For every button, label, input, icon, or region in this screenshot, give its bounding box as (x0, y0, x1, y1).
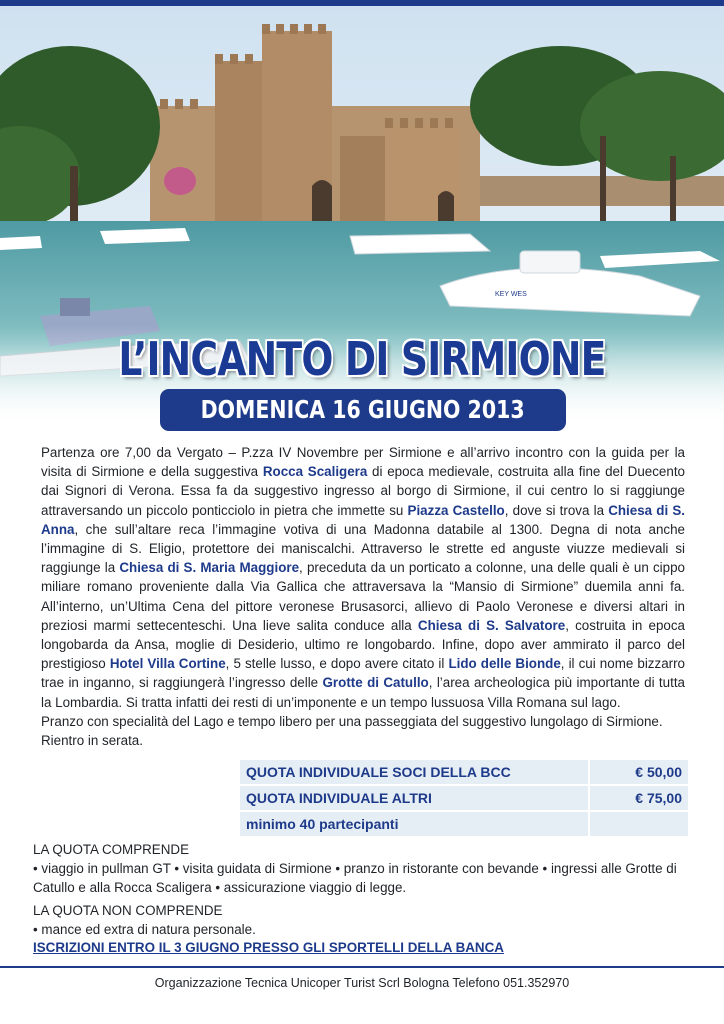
highlight-lido-delle-bionde: Lido delle Bionde (448, 656, 561, 672)
text-segment: , dove si trova la (504, 502, 609, 518)
highlight-grotte-di-catullo: Grotte di Catullo (322, 675, 429, 691)
event-title: L’INCANTO DI SIRMIONE (118, 332, 606, 386)
excludes-heading: LA QUOTA NON COMPRENDE (33, 903, 223, 918)
quota-notes (33, 840, 693, 939)
highlight-chiesa-s-maria-maggiore: Chiesa di S. Maria Maggiore (119, 560, 300, 576)
includes-heading: LA QUOTA COMPRENDE (33, 842, 190, 857)
minimum-participants: minimo 40 partecipanti (240, 811, 589, 837)
organizer-footer: Organizzazione Tecnica Unicoper Turist Scrl Bologna Telefono 051.352970 (154, 976, 570, 990)
text-segment: , il cui nome bizzarro trae in inganno, si raggiungerà l’ingresso delle (41, 656, 686, 691)
highlight-chiesa-s-salvatore: Chiesa di S. Salvatore (417, 617, 566, 633)
event-date: DOMENICA 16 GIUGNO 2013 (200, 395, 526, 424)
price-value-altri: € 75,00 (589, 785, 688, 811)
text-segment: , l’area archeologica più importante di tutta la Lombardia. Si tratta infatti dei resti di un’imponente e un tempo lussuosa Villa Romana sul lago. (41, 675, 685, 710)
event-date-badge (160, 389, 566, 431)
highlight-chiesa-s-anna: Chiesa di S. Anna (41, 502, 686, 537)
itinerary-description (41, 443, 685, 750)
price-label-altri: QUOTA INDIVIDUALE ALTRI (240, 785, 589, 811)
registration-deadline: ISCRIZIONI ENTRO IL 3 GIUGNO PRESSO GLI SPORTELLI DELLA BANCA (33, 940, 504, 955)
price-empty-cell (589, 811, 688, 837)
price-table (240, 760, 688, 838)
text-segment: , 5 stelle lusso, e dopo avere citato il (225, 656, 449, 672)
price-label-soci: QUOTA INDIVIDUALE SOCI DELLA BCC (240, 760, 589, 785)
price-row-soci (240, 760, 688, 785)
return-paragraph: Rientro in serata. (41, 733, 143, 749)
highlight-rocca-scaligera: Rocca Scaligera (262, 464, 368, 480)
includes-list: • viaggio in pullman GT • visita guidata di Sirmione • pranzo in ristorante con bevande • ingressi alle Grotte di Catullo e alla Rocca Scaligera • assicurazione viaggio di legge. (33, 861, 677, 895)
price-row-altri (240, 785, 688, 811)
price-row-minimum (240, 811, 688, 837)
footer-rule (0, 966, 724, 968)
itinerary-paragraph (41, 443, 685, 712)
highlight-hotel-villa-cortine: Hotel Villa Cortine (109, 656, 226, 672)
text-segment: di epoca medievale, costruita alla fine del Duecento dai Signori di Verona. Essa fa da suggestivo ingresso al borgo di Sirmione, il cui centro lo si raggiunge attraversando un piccolo ponticciolo in pietra che immette su (41, 464, 685, 518)
highlight-piazza-castello: Piazza Castello (407, 502, 505, 518)
boat-hull-label: KEY WES (495, 291, 527, 298)
text-segment: Partenza ore 7,00 da Vergato – P.zza IV Novembre per Sirmione e all’arrivo incontro con la guida per la visita di Sirmione e della suggestiva (41, 445, 685, 480)
price-value-soci: € 50,00 (589, 760, 688, 785)
text-segment: , che sull’altare reca l’immagine votiva di una Madonna databile al 1300. Degna di nota anche l’immagine di S. Eligio, protettore dei maniscalchi. Attraverso le strette ed anguste viuzze medievali si raggiunge la (41, 521, 685, 576)
excludes-list: • mance ed extra di natura personale. (33, 922, 256, 937)
lunch-paragraph: Pranzo con specialità del Lago e tempo libero per una passeggiata del suggestivo lungolago di Sirmione. (41, 713, 663, 729)
text-segment: , costruita in epoca longobarda da Ansa, moglie di Desiderio, ultimo re longobardo. Infine, dopo aver ammirato il parco del prestigioso (41, 617, 685, 672)
text-segment: , preceduta da un porticato a colonne, una delle quali è un cippo miliare romano proveniente dalla Via Gallica che attraversava la “Mansio di Sirmione” duemila anni fa. All’interno, un’Ultima Cena del pittore veronese Brusasorci, allievo di Paolo Veronese e diversi altari in preziosi marmi settecenteschi. Una lieve salita conduce alla (41, 560, 685, 633)
